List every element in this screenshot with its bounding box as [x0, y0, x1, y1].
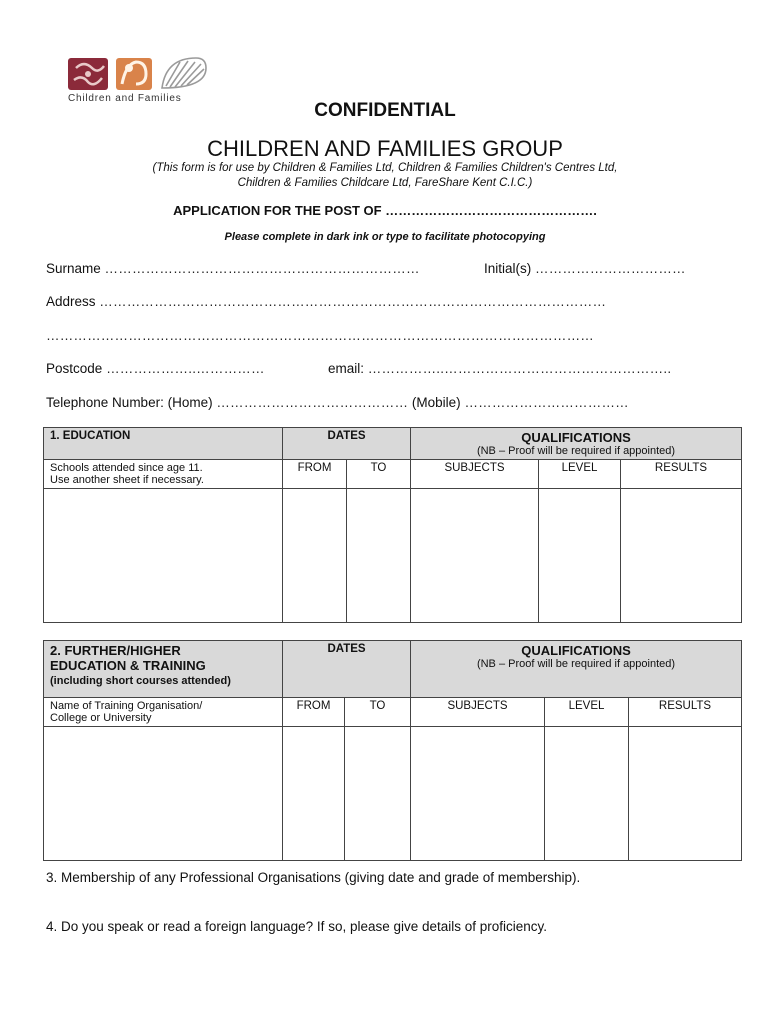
address-field[interactable]: …………………………………………………………………………………………………	[99, 294, 607, 309]
education-qualifications-title: QUALIFICATIONS	[521, 430, 631, 445]
question-membership: 3. Membership of any Professional Organisations (giving date and grade of membership).	[46, 870, 581, 885]
address-line-2	[46, 328, 594, 343]
further-title-line1: 2. FURTHER/HIGHER	[50, 643, 181, 658]
telephone-label: Telephone Number: (Home)	[46, 395, 213, 410]
education-title: 1. EDUCATION	[44, 428, 283, 460]
education-table	[43, 427, 742, 623]
group-title: CHILDREN AND FAMILIES GROUP	[207, 136, 563, 161]
education-proof-note: (NB – Proof will be required if appointed)	[476, 445, 676, 457]
telephone-mobile-field[interactable]: ………………………………	[464, 395, 629, 410]
further-title-line2: EDUCATION & TRAINING	[50, 658, 206, 673]
logo-shell	[162, 58, 206, 88]
further-level-header: LEVEL	[545, 698, 629, 727]
education-subjects-header: SUBJECTS	[411, 460, 539, 489]
education-entry-row	[44, 489, 742, 623]
initials-field[interactable]: ……………………………	[535, 261, 686, 276]
education-header-row	[44, 428, 742, 460]
mobile-label: (Mobile)	[411, 395, 461, 410]
education-qualifications-header	[411, 428, 742, 460]
initials-label: Initial(s)	[484, 261, 532, 276]
email-label: email:	[328, 361, 365, 376]
email-row	[328, 361, 671, 376]
education-from-header: FROM	[283, 460, 347, 489]
post-applied-for[interactable]	[0, 203, 770, 218]
completion-instruction: Please complete in dark ink or type to facilitate photocopying	[224, 231, 546, 243]
further-from-cell[interactable]	[283, 727, 345, 861]
confidential-heading: CONFIDENTIAL	[314, 100, 456, 121]
surname-field[interactable]: ……………………………………………………………	[104, 261, 420, 276]
further-organisation-cell[interactable]	[44, 727, 283, 861]
further-organisation-header	[44, 698, 283, 727]
question-foreign-language: 4. Do you speak or read a foreign language? If so, please give details of proficiency.	[46, 919, 548, 934]
further-results-cell[interactable]	[629, 727, 742, 861]
further-to-header: TO	[345, 698, 411, 727]
further-level-cell[interactable]	[545, 727, 629, 861]
education-to-cell[interactable]	[347, 489, 411, 623]
education-schools-header	[44, 460, 283, 489]
education-level-header: LEVEL	[539, 460, 621, 489]
further-proof-note: (NB – Proof will be required if appointed)	[476, 658, 676, 670]
telephone-home-field[interactable]: ……………………………………	[216, 395, 409, 410]
further-results-header: RESULTS	[629, 698, 742, 727]
further-header-row	[44, 641, 742, 698]
further-qualifications-header	[411, 641, 742, 698]
address-field-2[interactable]: …………………………………………………………………………………………………………	[46, 328, 594, 343]
education-subheader-row	[44, 460, 742, 489]
further-subjects-cell[interactable]	[411, 727, 545, 861]
further-subheader-row	[44, 698, 742, 727]
further-qualifications-title: QUALIFICATIONS	[521, 643, 631, 658]
further-to-cell[interactable]	[345, 727, 411, 861]
education-to-header: TO	[347, 460, 411, 489]
postcode-row	[46, 361, 265, 376]
form-usage-note-line1: (This form is for use by Children & Families Ltd, Children & Families Children's Centres Ltd,	[152, 162, 618, 174]
education-subjects-cell[interactable]	[411, 489, 539, 623]
education-dates-header: DATES	[283, 428, 411, 460]
form-usage-note-line2: Children & Families Childcare Ltd, FareShare Kent C.I.C.)	[237, 177, 533, 189]
education-schools-line2: Use another sheet if necessary.	[50, 474, 204, 486]
education-from-cell[interactable]	[283, 489, 347, 623]
post-label: APPLICATION FOR THE POST OF	[173, 203, 382, 218]
email-field[interactable]: ……………..…………………………………………..	[367, 361, 672, 376]
further-organisation-line2: College or University	[50, 712, 152, 724]
education-schools-cell[interactable]	[44, 489, 283, 623]
address-label: Address	[46, 294, 96, 309]
further-title	[44, 641, 283, 698]
education-results-header: RESULTS	[621, 460, 742, 489]
postcode-field[interactable]: ………………..……………	[106, 361, 265, 376]
surname-row	[46, 261, 420, 276]
education-level-cell[interactable]	[539, 489, 621, 623]
surname-label: Surname	[46, 261, 101, 276]
logo-text: Children and Families	[68, 93, 182, 104]
further-dates-header: DATES	[283, 641, 411, 698]
further-subjects-header: SUBJECTS	[411, 698, 545, 727]
education-schools-line1: Schools attended since age 11.	[50, 462, 203, 474]
education-results-cell[interactable]	[621, 489, 742, 623]
address-row	[46, 294, 606, 309]
further-organisation-line1: Name of Training Organisation/	[50, 700, 203, 712]
further-from-header: FROM	[283, 698, 345, 727]
postcode-label: Postcode	[46, 361, 103, 376]
post-dots[interactable]: ………………………………………….	[385, 203, 597, 218]
further-entry-row	[44, 727, 742, 861]
initials-row	[484, 261, 686, 276]
form-usage-note	[100, 161, 670, 191]
further-title-line3: (including short courses attended)	[50, 675, 231, 687]
telephone-row	[46, 395, 629, 410]
further-education-table	[43, 640, 742, 861]
